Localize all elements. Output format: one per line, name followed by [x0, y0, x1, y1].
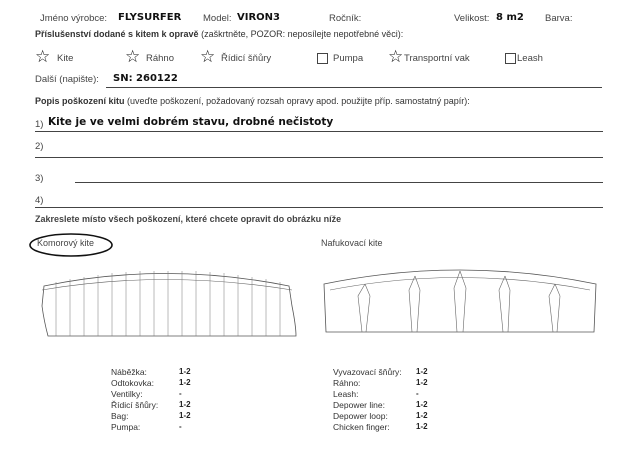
damage-item-value[interactable]: - [179, 422, 182, 431]
other-line [106, 87, 602, 88]
color-label: Barva: [545, 13, 573, 24]
accessories-note: (zaškrtněte, POZOR: neposílejte nepotřebné věci): [201, 29, 404, 39]
other-label: Další (napište): [35, 74, 99, 85]
damage-item-label: Ventilky: [111, 389, 143, 399]
damage-item-label: Depower loop: [333, 411, 388, 421]
pump-checkbox[interactable] [317, 53, 328, 64]
accessory-pump[interactable]: Pumpa [333, 53, 364, 64]
damage-rule-3 [75, 182, 603, 183]
damage-item-value[interactable]: 1-2 [416, 378, 428, 387]
model-value[interactable]: VIRON3 [237, 12, 280, 23]
line-number: 3) [35, 173, 44, 184]
damage-item-label: Chicken finger: [333, 422, 390, 432]
damage-item-label: Depower line: [333, 400, 385, 410]
damage-item-value[interactable]: 1-2 [416, 400, 428, 409]
damage-item-value[interactable]: 1-2 [179, 411, 191, 420]
size-label: Velikost: [454, 13, 490, 24]
damage-item-value[interactable]: 1-2 [416, 411, 428, 420]
manufacturer-value[interactable]: FLYSURFER [118, 12, 182, 23]
damage-item-value[interactable]: 1-2 [179, 378, 191, 387]
line-number: 1) [35, 119, 44, 130]
damage-item-label: Bag: [111, 411, 129, 421]
accessory-bar[interactable]: Ráhno [146, 53, 174, 64]
damage-item-value[interactable]: - [179, 389, 182, 398]
damage-item-label: Odtokovka: [111, 378, 154, 388]
accessory-bag[interactable]: Transportní vak [404, 53, 470, 64]
damage-item-label: Ráhno: [333, 378, 361, 388]
damage-item-value[interactable]: 1-2 [179, 400, 191, 409]
accessory-lines[interactable]: Řídicí šňůry [221, 53, 272, 64]
drawing-title: Zakreslete místo všech poškození, které chcete opravit do obrázku níže [35, 214, 342, 224]
damage-item-value[interactable]: - [416, 389, 419, 398]
damage-item-value[interactable]: 1-2 [416, 422, 428, 431]
size-value[interactable]: 8 m2 [496, 12, 524, 23]
other-value[interactable]: SN: 260122 [113, 73, 178, 84]
damage-line-1[interactable]: Kite je ve velmi dobrém stavu, drobné nečistoty [48, 116, 334, 128]
damage-note: (uveďte poškození, požadovaný rozsah opravy apod. použijte příp. samostatný papír): [127, 96, 470, 106]
damage-item-label: Řídicí šňůry: [111, 400, 159, 410]
model-label: Model: [203, 13, 232, 24]
star-mark-icon: ☆ [200, 47, 216, 66]
line-number: 2) [35, 141, 44, 152]
damage-item-label: Leash: [333, 389, 359, 399]
damage-rule-4 [35, 207, 603, 208]
damage-item-label: Vyvazovací šňůry: [333, 367, 402, 377]
star-mark-icon: ☆ [388, 47, 404, 66]
ram-kite-label[interactable]: Komorový kite [37, 238, 95, 248]
damage-rule-1 [35, 131, 603, 132]
damage-item-label: Náběžka: [111, 367, 147, 377]
leash-checkbox[interactable] [505, 53, 516, 64]
damage-rule-2 [35, 157, 603, 158]
manufacturer-label: Jméno výrobce: [40, 13, 108, 24]
inflatable-kite-drawing[interactable] [320, 262, 602, 342]
accessory-kite[interactable]: Kite [57, 53, 74, 64]
damage-item-value[interactable]: 1-2 [179, 367, 191, 376]
damage-title: Popis poškození kitu [35, 96, 125, 106]
accessory-leash[interactable]: Leash [517, 53, 543, 64]
damage-heading [35, 96, 470, 106]
accessories-heading [35, 29, 403, 39]
inflatable-kite-label[interactable]: Nafukovací kite [321, 238, 383, 248]
ram-kite-drawing[interactable] [34, 266, 304, 342]
damage-item-value[interactable]: 1-2 [416, 367, 428, 376]
year-label: Ročník: [329, 13, 362, 24]
line-number: 4) [35, 195, 44, 206]
star-mark-icon: ☆ [125, 47, 141, 66]
damage-item-label: Pumpa: [111, 422, 141, 432]
star-mark-icon: ☆ [35, 47, 51, 66]
accessories-title: Příslušenství dodané s kitem k opravě [35, 29, 199, 39]
